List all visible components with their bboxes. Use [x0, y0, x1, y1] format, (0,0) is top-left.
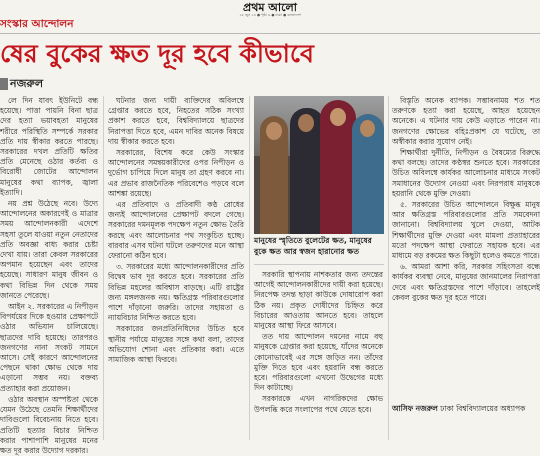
photo-caption: মানুষের স্মৃতিতে বুলেটের ক্ষত, মানুষের বুকে ক্ষত আর স্বজন হারানোর ক্ষত [254, 236, 372, 256]
issue-meta: ২৮ জুন ২৪ ● পৃষ্ঠা ৬ ● ঢাকা ● বাংলাদেশ [239, 13, 301, 17]
author-note-role: ঢাকা বিশ্ববিদ্যালয়ের অধ্যাপক [440, 404, 526, 413]
paragraph: তত দায় আন্দোলন দমনের নামে বহু মানুষকে গ্রেপ্তার করা হয়েছে, যাঁদের অনেকে কোনোভাবেই এর সঙ্গে জড়িত নন। তাঁদের মুক্তি দিতে হবে এবং হয়রানি বন্ধ করতে হবে। পরিবারগুলো এখনো উদ্বেগের মধ্যে দিন কাটাচ্ছে। [254, 332, 383, 393]
article-column-1 [0, 96, 98, 455]
paragraph: ঘটনার জন্য দায়ী ব্যক্তিদের অবিলম্বে গ্রেপ্তার করতে হবে, নিহতের সঠিক সংখ্যা প্রকাশ করতে হবে, বিশ্ববিদ্যালয়ে ছাত্রদের নিরাপত্তা দিতে হবে, এমন দাবির অনেক বিষয়ে দায় স্বীকার করতে হবে। [108, 96, 244, 146]
paragraph: সরকারের জনপ্রতিনিধিদের উচিত হবে স্থানীয় পর্যায়ে মানুষের সঙ্গে কথা বলা, তাদের অভিযোগ শোনা এবং প্রতিকার করা। এতে সামাজিক আস্থা ফিরবে। [108, 324, 244, 365]
paragraph: সরকারের, বিশেষ করে কেউ সংস্কার আন্দোলনের সমন্বয়কারীদের ওপর নিপীড়ন ও দুর্ভোগ চাপিয়ে দিলে মানুষ তা গ্রহণ করবে না। এর প্রভাব রাজনৈতিক পরিবেশেও পড়বে বলে আশঙ্কা রয়েছে। [108, 148, 244, 198]
article-column-4 [392, 96, 540, 376]
paragraph: বিস্তৃতি অনেক ব্যাপক। সম্ভাবনাময় শত শত তরুণকে হত্যা করা হয়েছে, আহত হয়েছেন অনেকে। এ ঘটনার দায় কেউ এড়াতে পারেন না। জনগণের ক্ষোভের বহিঃপ্রকাশ যে ঘটেছে, তা অস্বীকার করার সুযোগ নেই। [392, 96, 540, 146]
headline: ষের বুকের ক্ষত দূর হবে কীভাবে [0, 39, 314, 68]
divider [0, 33, 540, 34]
paragraph: নয় প্রশ্ন উঠেছে নবে। উদ্যে আন্দোলনের অকারণেই ও মাত্রার সময় আন্দোলনকারী এদেশে সহসা তুলে যাওয়া নতুন নেতাদের প্রতি অবজ্ঞা বাধ্য করার চেষ্টা দেখা যায়। তারা কেবল সরকারের অপমান হয়েছেন এবং তাদের হয়েছে। সাধারণ মানুষ জীবন ও কথা বিভিন্ন দিন থেকে সময় জানতে পেরেছে। [0, 199, 98, 300]
column-divider [249, 96, 250, 440]
news-photo [254, 96, 384, 234]
article-column-3 [254, 270, 383, 440]
paragraph: ৩. সরকারের মধ্যে আন্দোলনকারীদের প্রতি বিদ্বেষ ভাব দূর করতে হবে। সরকারের প্রতি বিভিন্ন মহলের অবিশ্বাস বাড়ছে। এটি রাষ্ট্রের জন্য মঙ্গলজনক নয়। ক্ষতিগ্রস্ত পরিবারগুলোর পাশে দাঁড়ানো জরুরি। তাদের সহায়তা ও ন্যায়বিচার নিশ্চিত করতে হবে। [108, 262, 244, 323]
paragraph: ৬. আমরা আশা করি, সরকার সহিংসতা বন্ধে কার্যকর ব্যবস্থা নেবে, মানুষের জানমালের নিরাপত্তা দেবে এবং ক্ষতিগ্রস্তদের পাশে দাঁড়াবে। তাহলেই কেবল বুকের ক্ষত দূর হতে পারে। [392, 262, 540, 302]
column-divider [103, 96, 104, 440]
paragraph: ৫. সরকারের উচিত আন্দোলনে বিক্ষুব্ধ মানুষ আর ক্ষতিগ্রস্ত পরিবারগুলোর প্রতি সমবেদনা জানানো। বিশ্ববিদ্যালয় খুলে দেওয়া, আটক শিক্ষার্থীদের মুক্তি দেওয়া এবং মামলা প্রত্যাহারের মতো পদক্ষেপ আস্থা ফেরাতে সহায়ক হবে। এর মাধ্যমে বড় রকমের ক্ষত কিছুটা হলেও কমতে পারে। [392, 200, 540, 261]
paragraph: সরকারি স্থাপনায় নাশকতার জন্য তদন্তের আগেই আন্দোলনকারীদের দায়ী করা হয়েছে। নিরপেক্ষ তদন্ত ছাড়া কাউকে দোষারোপ করা ঠিক নয়। প্রকৃত দোষীদের চিহ্নিত করে বিচারের আওতায় আনতে হবে। তাহলে মানুষের আস্থা ফিরে আসবে। [254, 270, 383, 331]
newspaper-logo: প্রথম আলো [243, 1, 297, 14]
author-marker-icon [0, 78, 8, 90]
paragraph: ওঠার অবস্থান অস্পষ্টতা থেকে যেমন উঠেছে তেমনি শিক্ষার্থীদের দাবিগুলো বিবেচনায় নিতে হবে। প্রতিটি হত্যার বিচার নিশ্চিত করার পাশাপাশি মানুষের মনের ক্ষত দূর করার উদ্যোগ দরকার। [0, 394, 98, 455]
author-note [392, 404, 540, 414]
paragraph: সরকারকে এখন নাগরিকদের ক্ষোভ উপলব্ধি করে সংলাপের পথে যেতে হবে। [254, 394, 383, 414]
paragraph: লে দিন যাবৎ ইউনিটে বন্ধ হয়েছে। পাত্তা পায়নি বিনা ছাত্র দের হত্যা ভয়াবহতা মানুষের শরীরে পরিস্থিতি সম্পর্কে সরকার প্রতি দায় স্বীকার করতে পারছে। সরকারের দখল প্রতিটি ক্ষতির প্রতি মেনেছে ওঠার কর্তব্য ও বিরোধী জোটের আন্দোলন মানুষের কথা ব্যাপক, জ্বালা ইত্যাদি। [0, 96, 98, 197]
divider [254, 264, 384, 265]
paragraph: আইন ২. সরকারের এ নিপীড়ন বিপর্যয়ের দিকে হওয়ার প্রেক্ষাপটে ওঠার অভিযান চালিয়েছে। ছাত্রদের দাবি হয়েছে। তারপরও জনগণের নানা সংকট সামনে আসে। সেই কারণে আন্দোলনের পেছনে থাকা ক্ষোভ থেকে দায় এড়ানো সম্ভব নয়। বক্তব্য প্রত্যাহার করা প্রয়োজন। [0, 302, 98, 393]
paragraph: শিক্ষার্থীরা দুর্নীতি, নিপীড়ন ও বৈষম্যের বিরুদ্ধে কথা বলছে। তাদের কণ্ঠস্বর শুনতে হবে। সরকারের উচিত অবিলম্বে কার্যকর আলোচনার মাধ্যমে সংকট সমাধানের উদ্যোগ নেওয়া এবং নিরপরাধ মানুষকে হয়রানি থেকে মুক্তি দেওয়া। [392, 148, 540, 198]
paragraph: এর প্রতিবাদে ও প্রতিবাদী কণ্ঠ রোধের জন্যই আন্দোলনের প্রেক্ষাপট বদলে গেছে। সরকারের দমনমূলক পদক্ষেপ নতুন ক্ষোভ তৈরি করছে এবং আলোচনার পথ সংকুচিত হচ্ছে। বারবার এসব ঘটনা ঘটলে তরুণদের মনে আস্থা ফেরানো কঠিন হবে। [108, 200, 244, 261]
author-note-name: আসিফ নজরুল [392, 404, 438, 413]
article-column-2 [108, 96, 244, 440]
author-byline: নজরুল [10, 77, 44, 90]
column-divider [388, 96, 389, 440]
series-label: সংস্কার আন্দোলন [0, 18, 74, 30]
masthead [0, 0, 540, 22]
